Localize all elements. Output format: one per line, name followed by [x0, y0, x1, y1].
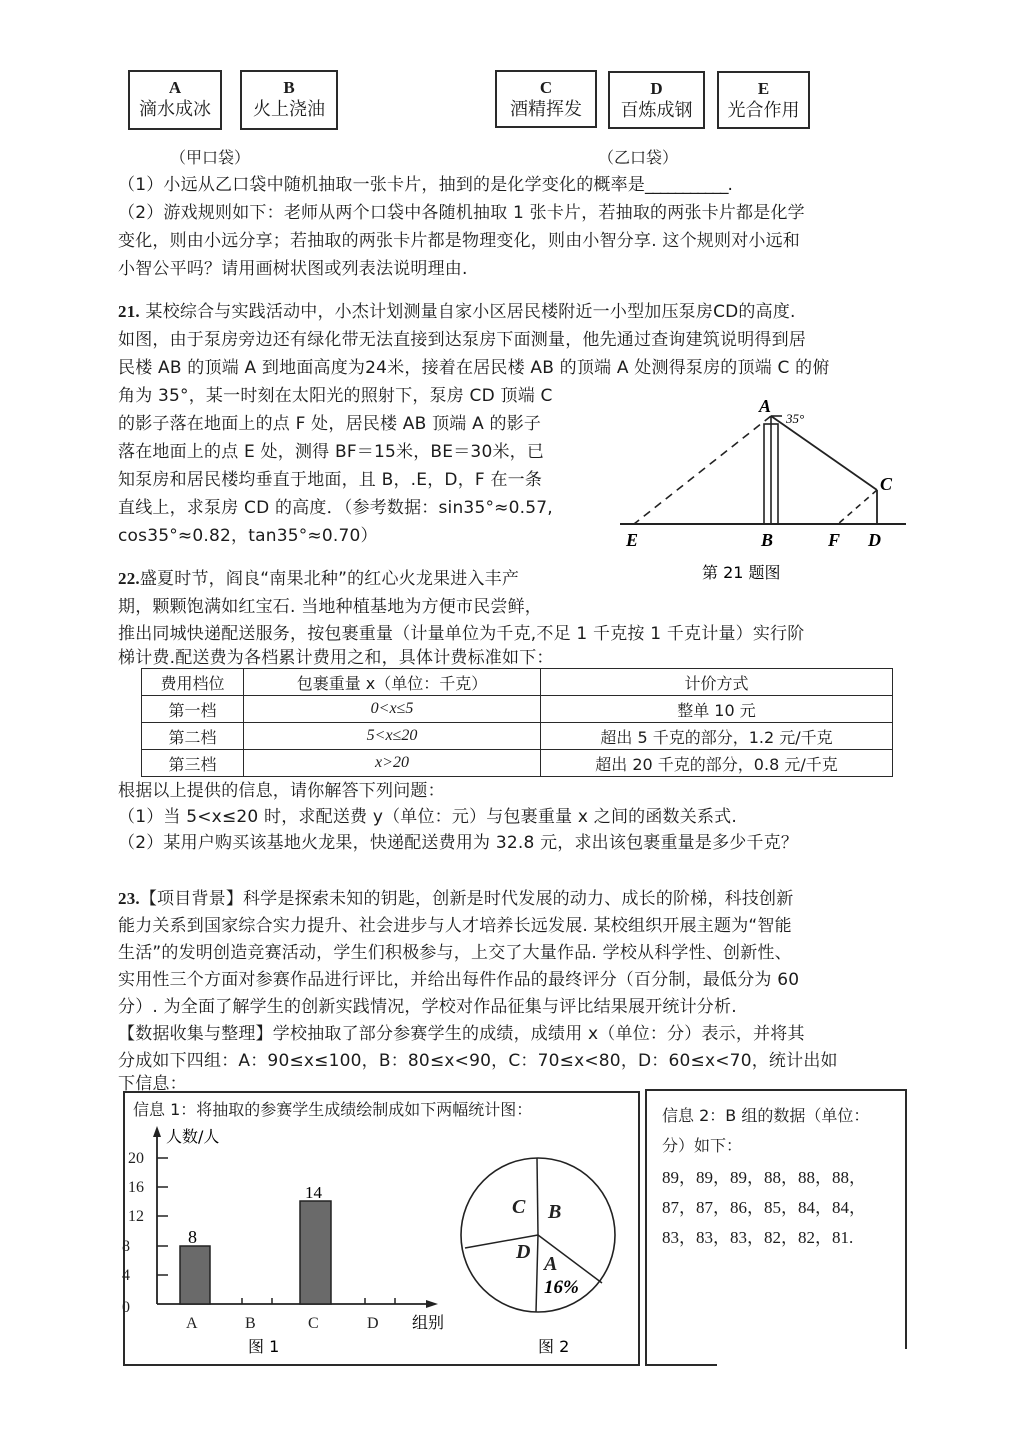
q21-text: 某校综合与实践活动中，小杰计划测量自家小区居民楼附近一小型加压泵房CD的高度. — [145, 302, 796, 322]
info2-data-row: 87，87，86，85，84，84， — [662, 1198, 866, 1217]
card-label: 火上浇油 — [253, 99, 325, 120]
point-d-label: D — [868, 530, 881, 550]
q21-line7: 知泵房和居民楼均垂直于地面，且 B，.E，D，F 在一条 — [118, 470, 543, 490]
category-c: C — [308, 1315, 319, 1332]
card-letter: C — [539, 78, 553, 97]
info1-title: 信息 1：将抽取的参赛学生成绩绘制成如下两幅统计图： — [133, 1100, 533, 1119]
info2-data-row: 83，83，83，82，82，81. — [662, 1228, 854, 1247]
table-cell: 整单 10 元 — [541, 696, 893, 723]
category-b: B — [245, 1315, 256, 1332]
card-letter: E — [757, 79, 770, 98]
q23-bg-line1 — [118, 885, 793, 913]
table-row — [142, 750, 893, 777]
q20-part1-end: . — [727, 175, 734, 195]
card-label: 滴水成冰 — [139, 99, 211, 120]
table-cell: 超出 20 千克的部分，0.8 元/千克 — [541, 750, 893, 777]
svg-text:0: 0 — [122, 1299, 130, 1316]
bag-yi-caption: （乙口袋） — [598, 148, 679, 167]
svg-text:16: 16 — [128, 1179, 144, 1196]
q21-line3: 民楼 AB 的顶端 A 到地面高度为24米，接着在居民楼 AB 的顶端 A 处测得泵房的顶端 C 的俯 — [118, 358, 830, 378]
fig2-caption: 图 2 — [538, 1337, 570, 1356]
bar-chart — [120, 1120, 450, 1365]
table-cell: 5<x≤20 — [244, 723, 541, 750]
point-e-label: E — [626, 530, 639, 550]
q22-text: 盛夏时节，阎良“南果北种”的红心火龙果进入丰产 — [139, 569, 520, 589]
table-cell: x>20 — [244, 750, 541, 777]
q22-part2: （2）某用户购买该基地火龙果，快递配送费用为 32.8 元，求出该包裹重量是多少千克？ — [118, 833, 799, 853]
q23-bg-line4: 实用性三个方面对参赛作品进行评比，并给出每件作品的最终评分（百分制，最低分为 60 — [118, 970, 800, 990]
table-cell: 第三档 — [142, 750, 244, 777]
figure-caption: 第 21 题图 — [702, 563, 781, 582]
q20-part2-line1: （2）游戏规则如下：老师从两个口袋中各随机抽取 1 张卡片，若抽取的两张卡片都是化学 — [118, 203, 805, 223]
q23-bg-line2: 能力关系到国家综合实力提升、社会进步与人才培养长远发展. 某校组织开展主题为“智能 — [118, 916, 792, 936]
answer-blank: ___________ — [645, 175, 728, 195]
card-label: 酒精挥发 — [510, 99, 582, 120]
card-c — [495, 70, 597, 128]
svg-text:12: 12 — [128, 1208, 144, 1225]
q22-line1 — [118, 565, 519, 593]
q21-line4: 角为 35°，某一时刻在太阳光的照射下，泵房 CD 顶端 C — [118, 386, 553, 406]
card-letter: A — [168, 78, 182, 97]
pie-label-d: D — [516, 1241, 531, 1263]
q22-line2: 期，颗颗饱满如红宝石. 当地种植基地为方便市民尝鲜， — [118, 597, 543, 617]
pie-label-a-percent: 16% — [544, 1277, 579, 1298]
q22-part1: （1）当 5<x≤20 时，求配送费 y（单位：元）与包裹重量 x 之间的函数关系式. — [118, 807, 737, 827]
q23-dc-line3: 下信息： — [118, 1074, 187, 1094]
category-d: D — [367, 1315, 379, 1332]
q23-bg-line5: 分）. 为全面了解学生的创新实践情况，学校对作品征集与评比结果展开统计分析. — [118, 997, 737, 1017]
q21-line8: 直线上，求泵房 CD 的高度．（参考数据：sin35°≈0.57, — [118, 498, 553, 518]
q21-line6: 落在地面上的点 E 处，测得 BF＝15米，BE＝30米，已 — [118, 442, 545, 462]
bar-a — [180, 1246, 210, 1304]
bag-jia-caption: （甲口袋） — [170, 148, 251, 167]
q21-line5: 的影子落在地面上的点 F 处，居民楼 AB 顶端 A 的影子 — [118, 414, 542, 434]
svg-text:4: 4 — [122, 1267, 130, 1284]
point-f-label: F — [828, 530, 841, 550]
card-d — [608, 71, 705, 129]
table-row — [142, 696, 893, 723]
pie-label-a: A — [544, 1253, 558, 1275]
q23-text: 【项目背景】科学是探索未知的钥匙，创新是时代发展的动力、成长的阶梯，科技创新 — [139, 889, 794, 909]
table-header: 计价方式 — [541, 669, 893, 696]
info2-box-left-border — [645, 1091, 647, 1366]
q20-part2-line2: 变化，则由小远分享；若抽取的两张卡片都是物理变化，则由小智分享. 这个规则对小远和 — [118, 231, 801, 251]
q22-prompt: 根据以上提供的信息，请你解答下列问题： — [118, 781, 445, 801]
card-label: 光合作用 — [727, 100, 800, 121]
info2-box-top-border — [645, 1089, 907, 1091]
q23-bg-line3: 生活”的发明创造竞赛活动，学生们积极参与，上交了大量作品. 学校从科学性、创新性、 — [118, 943, 792, 963]
card-letter: D — [650, 79, 663, 98]
q20-part1 — [118, 171, 733, 199]
table-header: 费用档位 — [142, 669, 244, 696]
q23-dc-line1: 【数据收集与整理】学校抽取了部分参赛学生的成绩，成绩用 x（单位：分）表示，并将其 — [118, 1024, 805, 1044]
q20-part2-line3: 小智公平吗？请用画树状图或列表法说明理由. — [118, 259, 468, 279]
q21-line9: cos35°≈0.82，tan35°≈0.70） — [118, 526, 378, 546]
q20-part1-text: （1）小远从乙口袋中随机抽取一张卡片，抽到的是化学变化的概率是 — [118, 175, 646, 195]
table-cell: 第二档 — [142, 723, 244, 750]
y-axis-label: 人数/人 — [166, 1127, 220, 1146]
x-axis-label: 组别 — [412, 1313, 445, 1332]
q21-figure — [610, 380, 920, 590]
category-a: A — [186, 1315, 198, 1332]
q21-line2: 如图，由于泵房旁边还有绿化带无法直接到达泵房下面测量，他先通过查询建筑说明得到居 — [118, 330, 806, 350]
card-label: 百炼成钢 — [620, 100, 693, 121]
point-a-label: A — [759, 396, 772, 416]
info2-box-right-border — [905, 1089, 907, 1349]
svg-text:8: 8 — [122, 1238, 130, 1255]
pie-label-c: C — [512, 1196, 526, 1218]
card-a — [128, 70, 222, 130]
pie-chart — [450, 1140, 640, 1365]
question-number: 22. — [118, 569, 140, 588]
table-cell: 第一档 — [142, 696, 244, 723]
info2-title-line2: 分）如下： — [662, 1136, 743, 1155]
info2-data-row: 89，89，89，88，88，88， — [662, 1168, 866, 1187]
point-c-label: C — [880, 474, 893, 494]
question-number: 23. — [118, 889, 140, 908]
card-letter: B — [283, 78, 295, 97]
q23-dc-line2: 分成如下四组：A：90≤x≤100，B：80≤x<90，C：70≤x<80，D：60≤x<70，统计出如 — [118, 1051, 838, 1071]
svg-text:20: 20 — [128, 1150, 144, 1167]
question-number: 21. — [118, 302, 140, 321]
table-row — [142, 723, 893, 750]
bar-a-value: 8 — [188, 1227, 197, 1247]
pie-label-b: B — [548, 1201, 562, 1223]
table-header: 包裹重量 x（单位：千克） — [244, 669, 541, 696]
bar-c-value: 14 — [305, 1183, 322, 1202]
q22-line3: 推出同城快递配送服务，按包裹重量（计量单位为千克,不足 1 千克按 1 千克计量）实行阶 — [118, 624, 805, 644]
table-cell: 超出 5 千克的部分，1.2 元/千克 — [541, 723, 893, 750]
card-e — [717, 71, 810, 129]
bar-c — [300, 1201, 331, 1304]
info2-title-line1: 信息 2：B 组的数据（单位： — [662, 1106, 870, 1125]
q22-line4: 梯计费.配送费为各档累计费用之和，具体计费标准如下： — [118, 648, 554, 668]
angle-label: 35° — [786, 411, 805, 426]
fee-table — [141, 668, 893, 777]
card-b — [240, 70, 338, 130]
fig1-caption: 图 1 — [248, 1337, 280, 1356]
table-cell: 0<x≤5 — [244, 696, 541, 723]
point-b-label: B — [761, 530, 774, 550]
q21-line1 — [118, 298, 796, 326]
info2-box-bottom-border — [645, 1364, 717, 1366]
table-header-row — [142, 669, 893, 696]
